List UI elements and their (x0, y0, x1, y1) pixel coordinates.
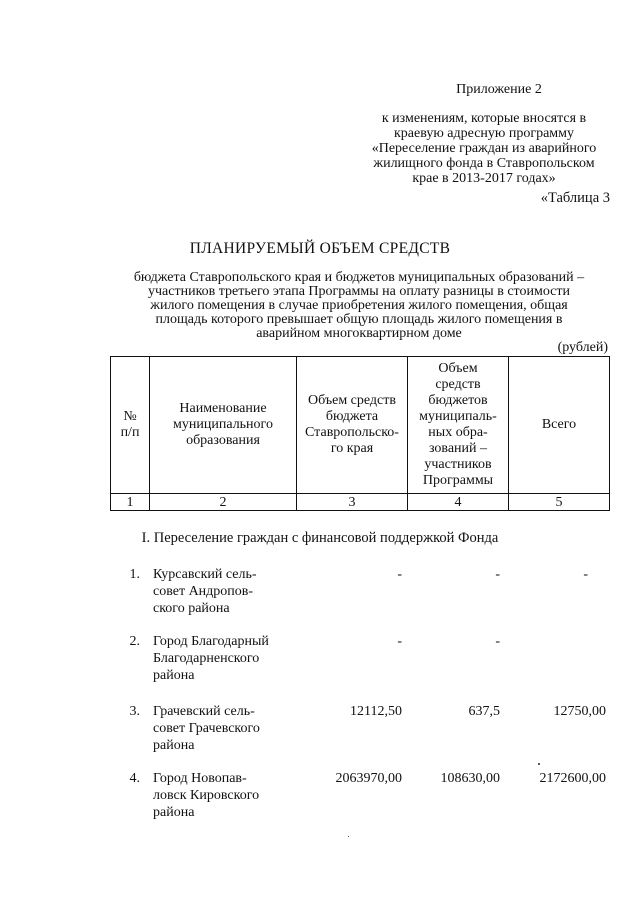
total-amount: - (583, 567, 588, 582)
municipal-amount: 637,5 (468, 704, 500, 719)
header-text: Наименование (179, 401, 267, 416)
column-number-row (111, 494, 610, 511)
column-number: 3 (297, 494, 408, 511)
header-text: Объем средств (307, 393, 396, 408)
municipality-name (153, 566, 293, 617)
column-number: 2 (150, 494, 297, 511)
regional-amount: - (397, 567, 402, 582)
header-cell-name (150, 357, 297, 494)
municipal-amount: - (495, 567, 500, 582)
row-number: 1. (129, 567, 140, 582)
subtitle-line-1: бюджета Ставропольского края и бюджетов муниципальных образований – (133, 270, 585, 285)
table-label: «Таблица 3 (540, 190, 610, 206)
regional-amount: 2063970,00 (335, 771, 402, 786)
header-text: го края (330, 441, 374, 456)
municipal-amount: - (495, 634, 500, 649)
row-number: 4. (129, 771, 140, 786)
header-text: Программы (422, 473, 494, 488)
subtitle-line-5: аварийном многоквартирном доме (256, 326, 462, 341)
name-line: совет Грачевского (153, 721, 260, 736)
document-title: ПЛАНИРУЕМЫЙ ОБЪЕМ СРЕДСТВ (189, 240, 451, 257)
header-text: средств (435, 377, 481, 392)
municipal-amount: 108630,00 (440, 771, 500, 786)
column-number: 1 (111, 494, 150, 511)
name-line: района (153, 805, 195, 820)
header-text: зований – (428, 441, 488, 456)
row-number: 3. (129, 704, 140, 719)
appendix-line-4: жилищного фонда в Ставропольском (373, 156, 595, 171)
appendix-line-2: краевую адресную программу (393, 126, 575, 141)
header-cell-regional (297, 357, 408, 494)
appendix-line-3: «Переселение граждан из аварийного (371, 141, 597, 156)
appendix-line-1: к изменениям, которые вносятся в (381, 111, 587, 126)
total-amount: 2172600,00 (539, 771, 606, 786)
regional-amount: - (397, 634, 402, 649)
name-line: района (153, 668, 195, 683)
scan-speck (538, 763, 540, 765)
row-number: 2. (129, 634, 140, 649)
name-line: района (153, 738, 195, 753)
header-text: участников (424, 457, 492, 472)
header-text: бюджета (325, 409, 379, 424)
name-line: Курсавский сель- (153, 567, 257, 582)
header-cell-municipal (408, 357, 509, 494)
name-line: ского района (153, 601, 230, 616)
appendix-header (356, 82, 612, 186)
header-text: Ставропольско- (305, 425, 399, 440)
subtitle-line-4: площадь которого превышает общую площадь жилого помещения в (155, 312, 563, 327)
subtitle-line-3: жилого помещения в случае приобретения жилого помещения, общая (150, 298, 568, 313)
name-line: совет Андропов- (153, 584, 254, 599)
header-text: Объем (438, 361, 478, 376)
section-title: I. Переселение граждан с финансовой поддержкой Фонда (141, 530, 499, 546)
name-line: Город Благодарный (153, 634, 269, 649)
column-number: 4 (408, 494, 509, 511)
municipality-name (153, 633, 293, 684)
header-text: Всего (541, 417, 577, 432)
name-line: Благодарненского (153, 651, 260, 666)
header-text: образования (186, 433, 260, 448)
total-amount: 12750,00 (553, 704, 606, 719)
header-text: п/п (120, 425, 140, 440)
header-cell-number (111, 357, 150, 494)
scan-speck (348, 836, 349, 837)
municipality-name (153, 703, 293, 754)
header-text: ных обра- (428, 425, 488, 440)
header-text: бюджетов (428, 393, 488, 408)
header-text: муниципаль- (419, 409, 497, 424)
municipality-name (153, 770, 293, 821)
header-table (110, 356, 610, 511)
appendix-line-5: крае в 2013-2017 годах» (412, 171, 556, 186)
regional-amount: 12112,50 (350, 704, 402, 719)
units-label: (рублей) (557, 340, 608, 355)
header-text: № (123, 409, 137, 424)
header-text: муниципального (173, 417, 273, 432)
name-line: Грачевский сель- (153, 704, 255, 719)
document-subtitle (108, 271, 610, 341)
column-number: 5 (509, 494, 610, 511)
header-row (111, 357, 610, 494)
name-line: Город Новопав- (153, 771, 247, 786)
subtitle-line-2: участников третьего этапа Программы на оплату разницы в стоимости (148, 284, 570, 299)
header-cell-total (509, 357, 610, 494)
appendix-title: Приложение 2 (456, 82, 542, 97)
name-line: ловск Кировского (153, 788, 260, 803)
